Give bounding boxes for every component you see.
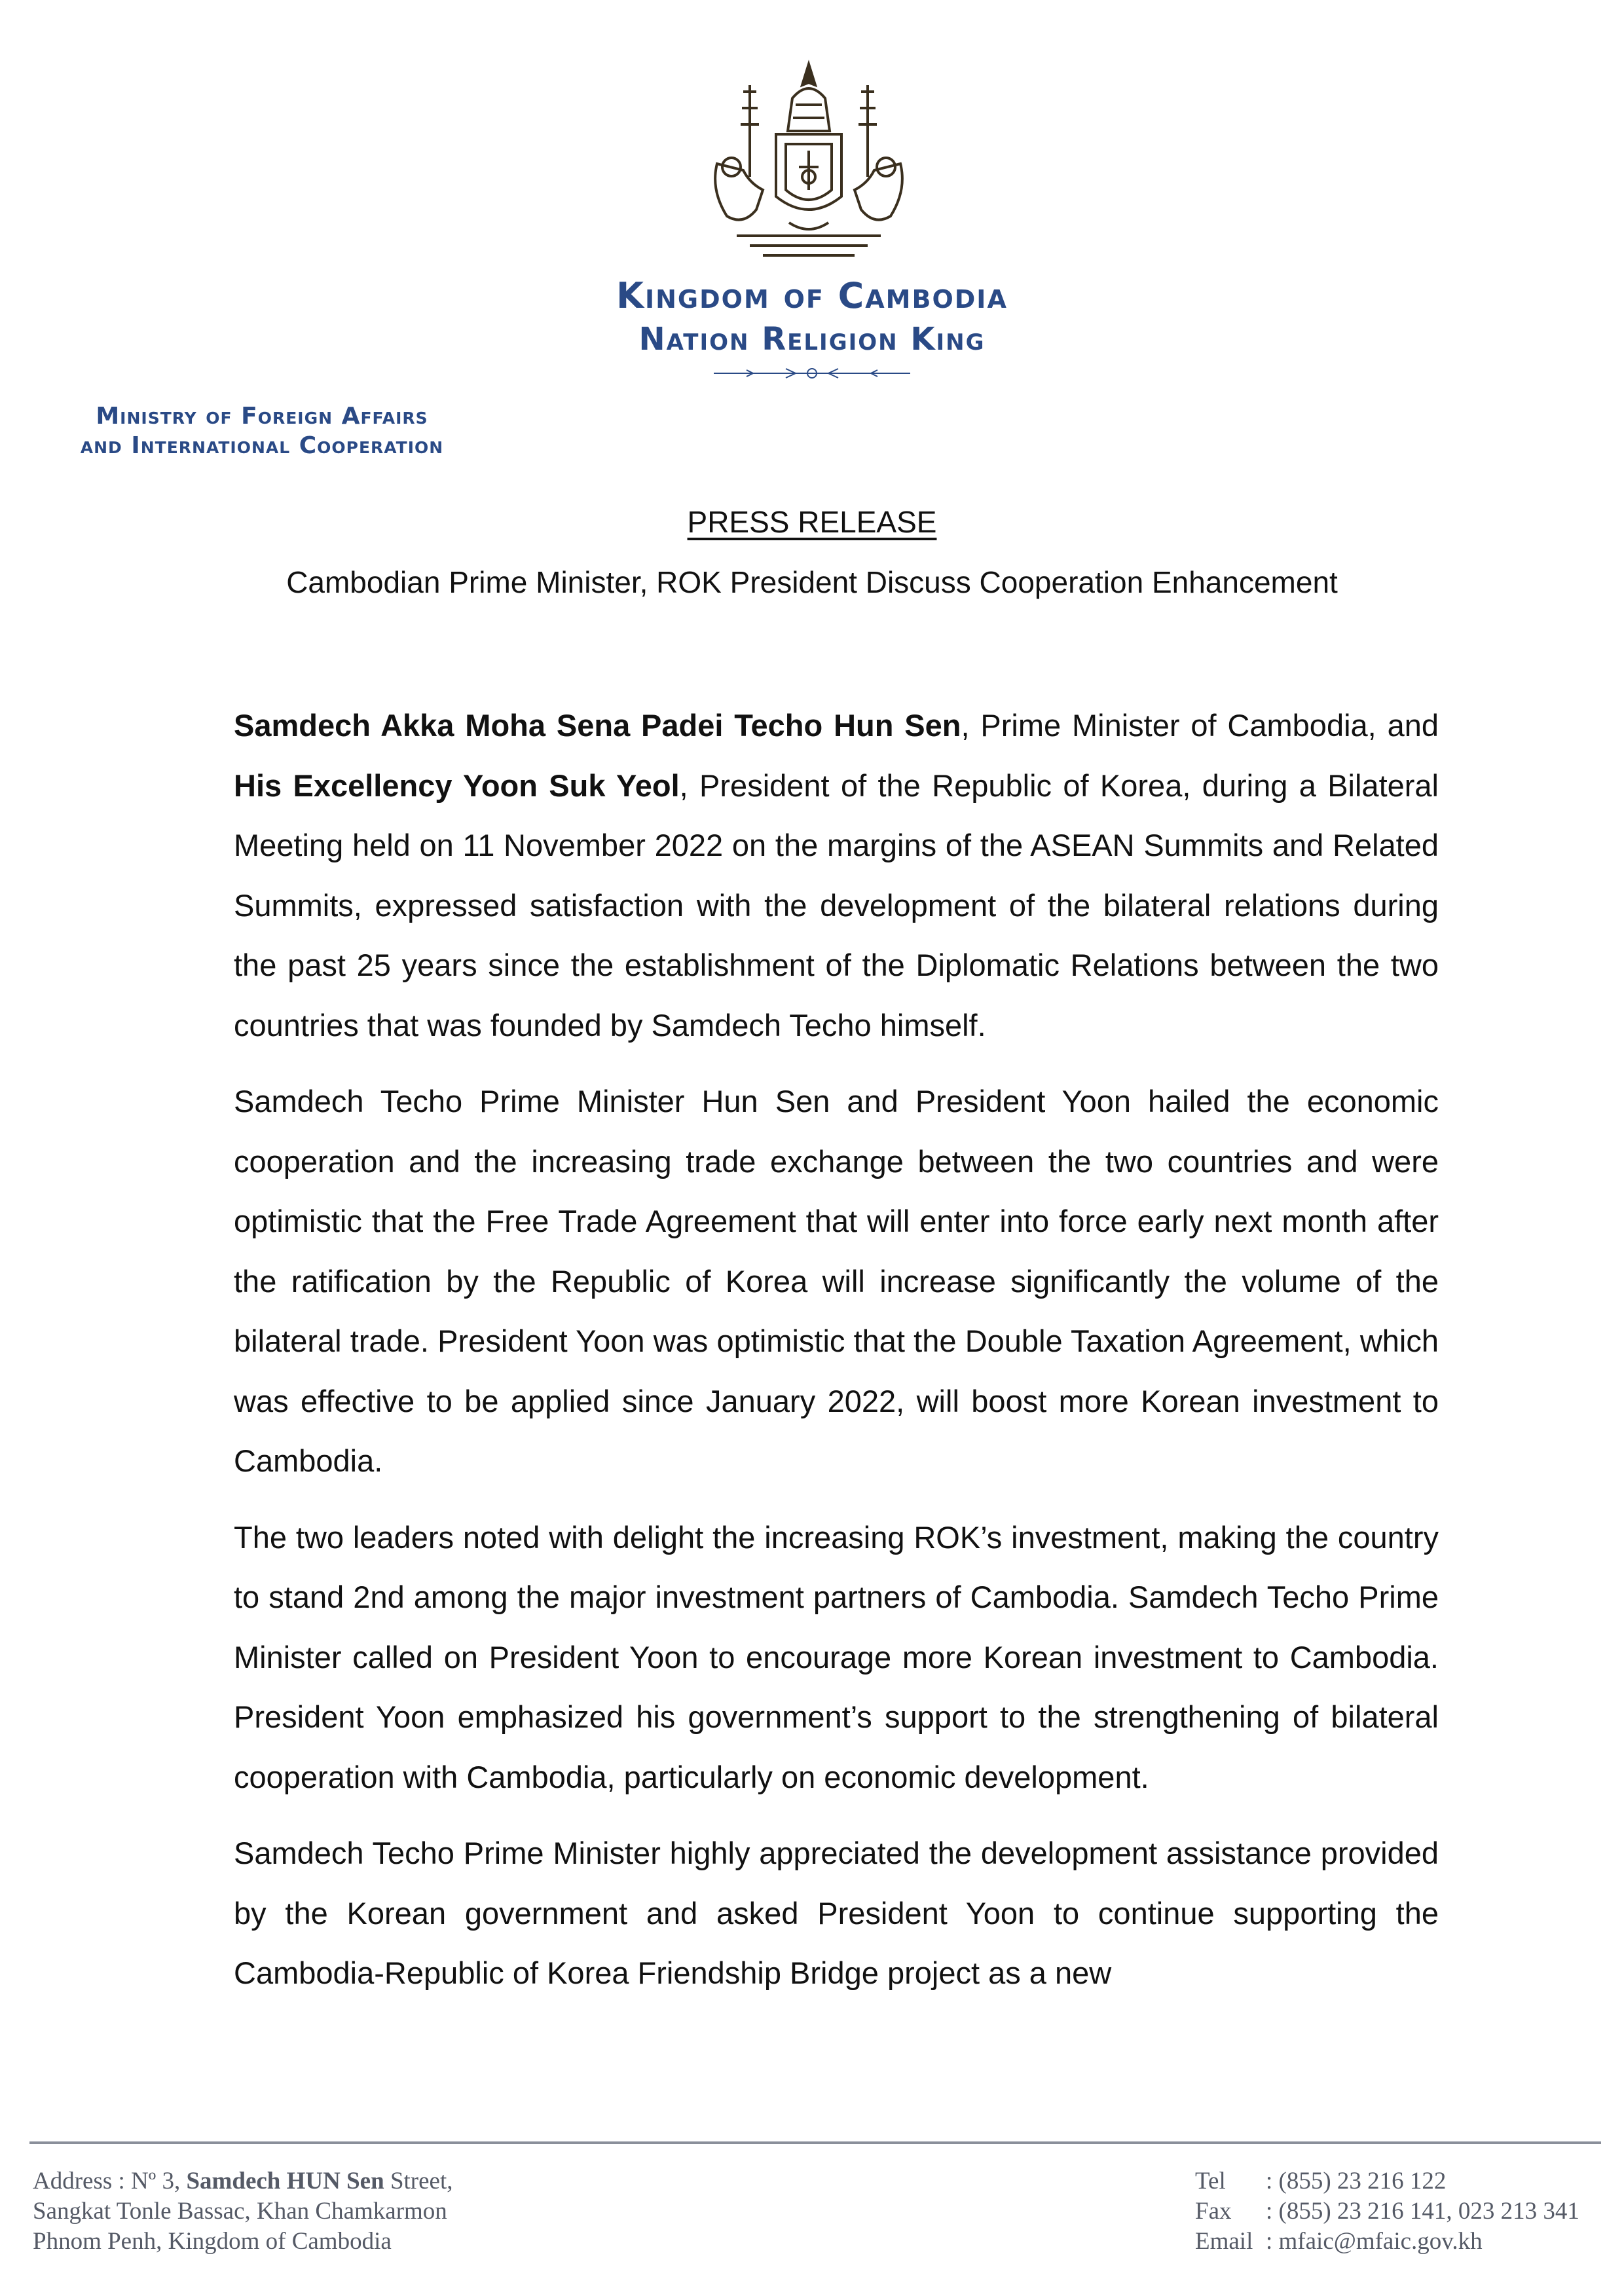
address-line-2: Sangkat Tonle Bassac, Khan Chamkarmon	[33, 2198, 447, 2225]
fax-value: : (855) 23 216 141, 023 213 341	[1266, 2198, 1579, 2225]
paragraph-1-text-b: , President of the Republic of Korea, during a Bilateral Meeting held on 11 November 2022 on the margins of the ASEAN Summits and Related Summits, expressed satisfaction with the development of the bilateral relations during the past 25 years since the establishment of the Diplomatic Relations between the two countries that was founded by Samdech Techo himself.	[234, 768, 1439, 1043]
fax-row	[1195, 2196, 1579, 2227]
email-label: Email	[1195, 2228, 1253, 2255]
paragraph-2: Samdech Techo Prime Minister Hun Sen and President Yoon hailed the economic cooperation and the increasing trade exchange between the two countries and were optimistic that the Free Trade Agreement that will enter into force early next month after the ratification by the Republic of Korea will increase significantly the volume of the bilateral trade. President Yoon was optimistic that the Double Taxation Agreement, which was effective to be applied since January 2022, will boost more Korean investment to Cambodia.	[234, 1084, 1439, 1478]
country-name: Kingdom of Cambodia	[616, 275, 1008, 316]
footer-address	[33, 2166, 453, 2257]
address-street-name: Samdech HUN Sen	[186, 2168, 384, 2194]
address-suffix: Street,	[384, 2168, 453, 2194]
footer-divider	[29, 2141, 1601, 2144]
ornamental-divider-icon	[707, 363, 917, 383]
fax-label: Fax	[1195, 2198, 1232, 2225]
president-name: His Excellency Yoon Suk Yeol	[234, 768, 680, 803]
address-prefix: Address : Nº 3,	[33, 2168, 187, 2194]
paragraph-3: The two leaders noted with delight the increasing ROK’s investment, making the country to stand 2nd among the major investment partners of Cambodia. Samdech Techo Prime Minister called on President Yoon to encourage more Korean investment to Cambodia. President Yoon emphasized his government’s support to the strengthening of bilateral cooperation with Cambodia, particularly on economic development.	[234, 1519, 1439, 1794]
email-row	[1195, 2227, 1579, 2257]
paragraph-4: Samdech Techo Prime Minister highly appreciated the development assistance provided by the Korean government and asked President Yoon to continue supporting the Cambodia-Republic of Korea Friendship Bridge project as a new	[234, 1836, 1439, 1990]
paragraph-1-text-a: , Prime Minister of Cambodia, and	[961, 708, 1439, 743]
paragraph-1	[234, 695, 1439, 1055]
national-motto: Nation Religion King	[638, 321, 986, 358]
document-title: Cambodian Prime Minister, ROK President Discuss Cooperation Enhancement	[286, 565, 1338, 599]
ministry-name-line-2: and International Cooperation	[80, 432, 444, 459]
address-line-1	[33, 2166, 453, 2196]
press-release-body	[234, 695, 1439, 2020]
prime-minister-name: Samdech Akka Moha Sena Padei Techo Hun Sen	[234, 708, 961, 743]
press-release-label: PRESS RELEASE	[687, 505, 937, 539]
tel-row	[1195, 2166, 1579, 2196]
email-value: : mfaic@mfaic.gov.kh	[1266, 2228, 1483, 2255]
tel-value: : (855) 23 216 122	[1266, 2168, 1447, 2194]
address-line-3: Phnom Penh, Kingdom of Cambodia	[33, 2228, 392, 2255]
ministry-name-line-1: Ministry of Foreign Affairs	[96, 403, 428, 430]
tel-label: Tel	[1195, 2168, 1226, 2194]
footer-contacts	[1195, 2166, 1579, 2257]
royal-coat-of-arms-icon	[678, 59, 940, 268]
